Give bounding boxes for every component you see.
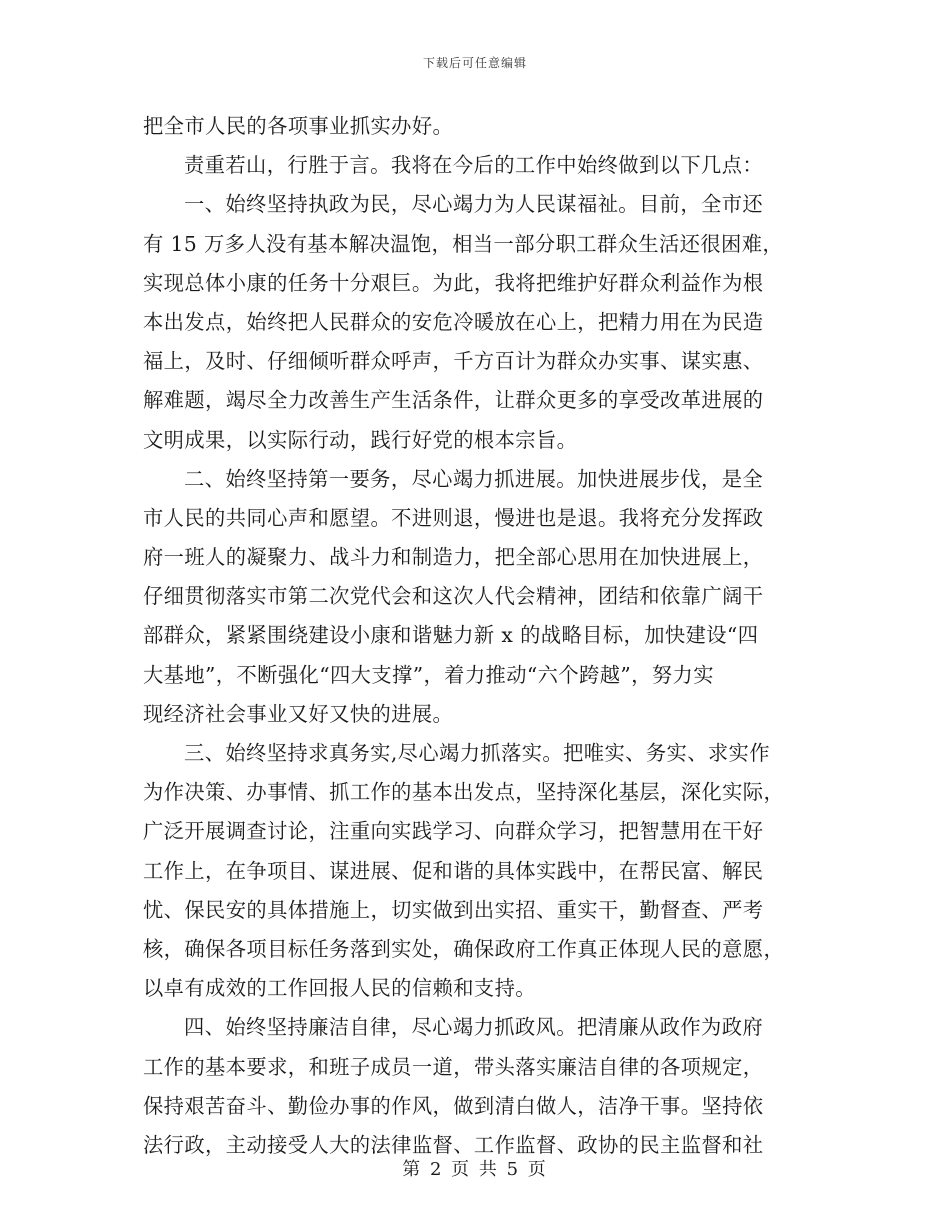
text-line: 文明成果，以实际行动，践行好党的根本宗旨。 [143,427,578,452]
text-line: 为作决策、办事情、抓工作的基本出发点，坚持深化基层，深化实际， [143,780,785,805]
text-line: 一、始终坚持执政为民，尽心竭力为人民谋福祉。目前，全市还 [184,192,764,217]
document-body [143,107,811,1165]
text-line: 有 15 万多人没有基本解决温饱，相当一部分职工群众生活还很困难， [143,231,784,256]
text-line: 市人民的共同心声和愿望。不进则退，慢进也是退。我将充分发挥政 [143,505,764,530]
text-line: 仔细贯彻落实市第二次党代会和这次人代会精神，团结和依靠广阔干 [143,584,764,609]
text-line: 广泛开展调查讨论，注重向实践学习、向群众学习，把智慧用在干好 [143,819,764,844]
text-line: 福上，及时、仔细倾听群众呼声，千方百计为群众办实事、谋实惠、 [143,349,764,374]
text-line: 本出发点，始终把人民群众的安危冷暖放在心上，把精力用在为民造 [143,309,764,334]
page-footer: 第 2 页 共 5 页 [402,1159,548,1180]
text-line: 大基地”，不断强化“四大支撑”，着力推动“六个跨越”，努力实 [143,662,714,687]
text-line: 核，确保各项目标任务落到实处，确保政府工作真正体现人民的意愿， [143,936,785,961]
text-line: 法行政，主动接受人大的法律监督、工作监督、政协的民主监督和社 [143,1132,764,1157]
text-line: 把全市人民的各项事业抓实办好。 [143,114,454,138]
text-line: 实现总体小康的任务十分艰巨。为此，我将把维护好群众利益作为根 [143,270,764,295]
text-line: 府一班人的凝聚力、战斗力和制造力，把全部心思用在加快进展上， [143,545,764,570]
text-line: 工作的基本要求，和班子成员一道，带头落实廉洁自律的各项规定， [143,1054,764,1079]
page-header: 下载后可任意编辑 [422,56,527,70]
text-line: 工作上，在争项目、谋进展、促和谐的具体实践中，在帮民富、解民 [143,858,764,883]
text-line: 解难题，竭尽全力改善生产生活条件，让群众更多的享受改革进展的 [143,388,764,413]
text-line: 以卓有成效的工作回报人民的信赖和支持。 [143,976,536,1001]
text-line: 保持艰苦奋斗、勤俭办事的作风，做到清白做人，洁净干事。坚持依 [143,1093,764,1118]
text-line: 二、始终坚持第一要务，尽心竭力抓进展。加快进展步伐，是全 [184,466,764,491]
text-line: 现经济社会事业又好又快的进展。 [143,701,454,726]
text-line: 忧、保民安的具体措施上，切实做到出实招、重实干，勤督查、严考 [143,897,764,922]
text-line: 三、始终坚持求真务实,尽心竭力抓落实。把唯实、务实、求实作 [184,741,770,765]
text-line: 责重若山，行胜于言。我将在今后的工作中始终做到以下几点： [184,153,764,178]
text-line: 四、始终坚持廉洁自律，尽心竭力抓政风。把清廉从政作为政府 [184,1015,764,1040]
text-line: 部群众，紧紧围绕建设小康和谐魅力新 x 的战略目标，加快建设“四 [143,623,759,648]
